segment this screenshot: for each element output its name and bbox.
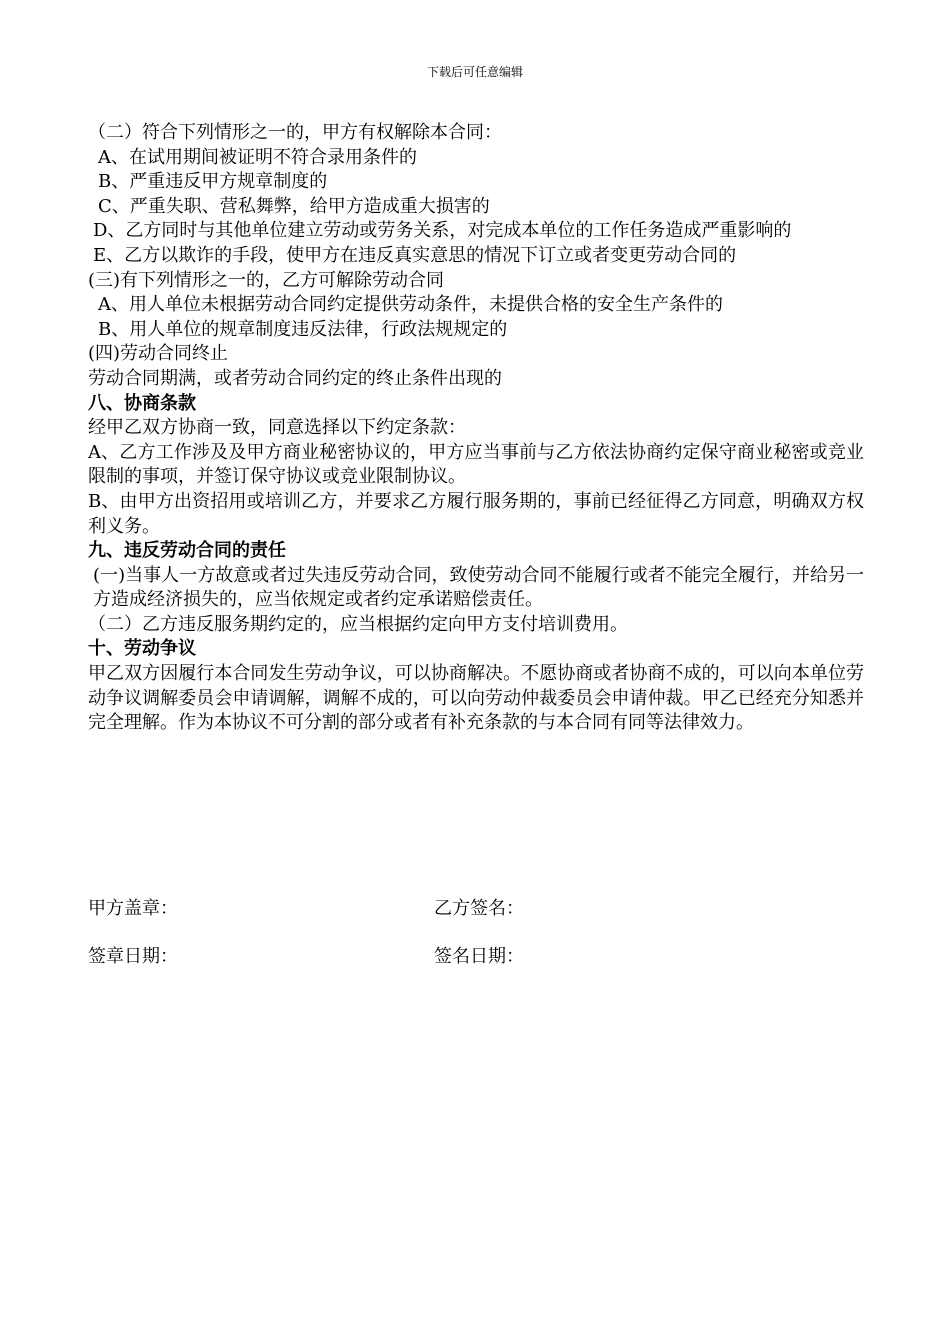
clause-item: C、严重失职、营私舞弊，给甲方造成重大损害的: [98, 195, 490, 217]
document-body: [88, 121, 864, 736]
party-b-sign-label: 乙方签名：: [434, 898, 524, 919]
clause-item: A、乙方工作涉及及甲方商业秘密协议的，甲方应当事前与乙方依法协商约定保守商业秘密或竞业限制的事项，并签订保守协议或竞业限制协议。: [88, 441, 864, 488]
clause-paragraph: （二）符合下列情形之一的，甲方有权解除本合同：: [88, 122, 502, 143]
clause-paragraph: 经甲乙双方协商一致，同意选择以下约定条款：: [88, 417, 466, 439]
section-heading: 九、违反劳动合同的责任: [88, 540, 286, 562]
clause-item: (一)当事人一方故意或者过失违反劳动合同，致使劳动合同不能履行或者不能完全履行，并给另一方造成经济损失的，应当依规定或者约定承诺赔偿责任。: [93, 564, 864, 611]
clause-item: B、由甲方出资招用或培训乙方，并要求乙方履行服务期的，事前已经征得乙方同意，明确双方权利义务。: [88, 490, 864, 537]
section-heading: 十、劳动争议: [88, 638, 196, 660]
clause-item: B、严重违反甲方规章制度的: [98, 171, 328, 193]
clause-item: D、乙方同时与其他单位建立劳动或劳务关系，对完成本单位的工作任务造成严重影响的: [93, 220, 792, 242]
clause-item: B、用人单位的规章制度违反法律，行政法规规定的: [98, 318, 508, 340]
date-row: [88, 945, 864, 969]
clause-item: A、用人单位未根据劳动合同约定提供劳动条件，未提供合格的安全生产条件的: [98, 294, 723, 316]
clause-paragraph: 甲乙双方因履行本合同发生劳动争议，可以协商解决。不愿协商或者协商不成的，可以向本单位劳动争议调解委员会申请调解，调解不成的，可以向劳动仲裁委员会申请仲裁。甲乙已经充分知悉并完全理解。作为本协议不可分割的部分或者有补充条款的与本合同有同等法律效力。: [88, 663, 864, 734]
section-heading: 八、协商条款: [88, 392, 196, 414]
clause-item: （二）乙方违反服务期约定的，应当根据约定向甲方支付培训费用。: [88, 613, 628, 635]
clause-paragraph: (四)劳动合同终止: [88, 343, 229, 365]
seal-date-label: 签章日期：: [88, 946, 178, 967]
clause-paragraph: (三)有下列情形之一的，乙方可解除劳动合同: [88, 269, 445, 291]
clause-item: A、在试用期间被证明不符合录用条件的: [98, 146, 417, 168]
page-header: 下载后可任意编辑: [426, 65, 523, 79]
signature-block: [88, 897, 864, 993]
party-a-seal-label: 甲方盖章：: [88, 898, 178, 919]
clause-item: E、乙方以欺诈的手段，使甲方在违反真实意思的情况下订立或者变更劳动合同的: [93, 244, 737, 266]
sign-date-label: 签名日期：: [434, 946, 524, 967]
signature-row: [88, 897, 864, 921]
clause-paragraph: 劳动合同期满，或者劳动合同约定的终止条件出现的: [88, 367, 502, 389]
